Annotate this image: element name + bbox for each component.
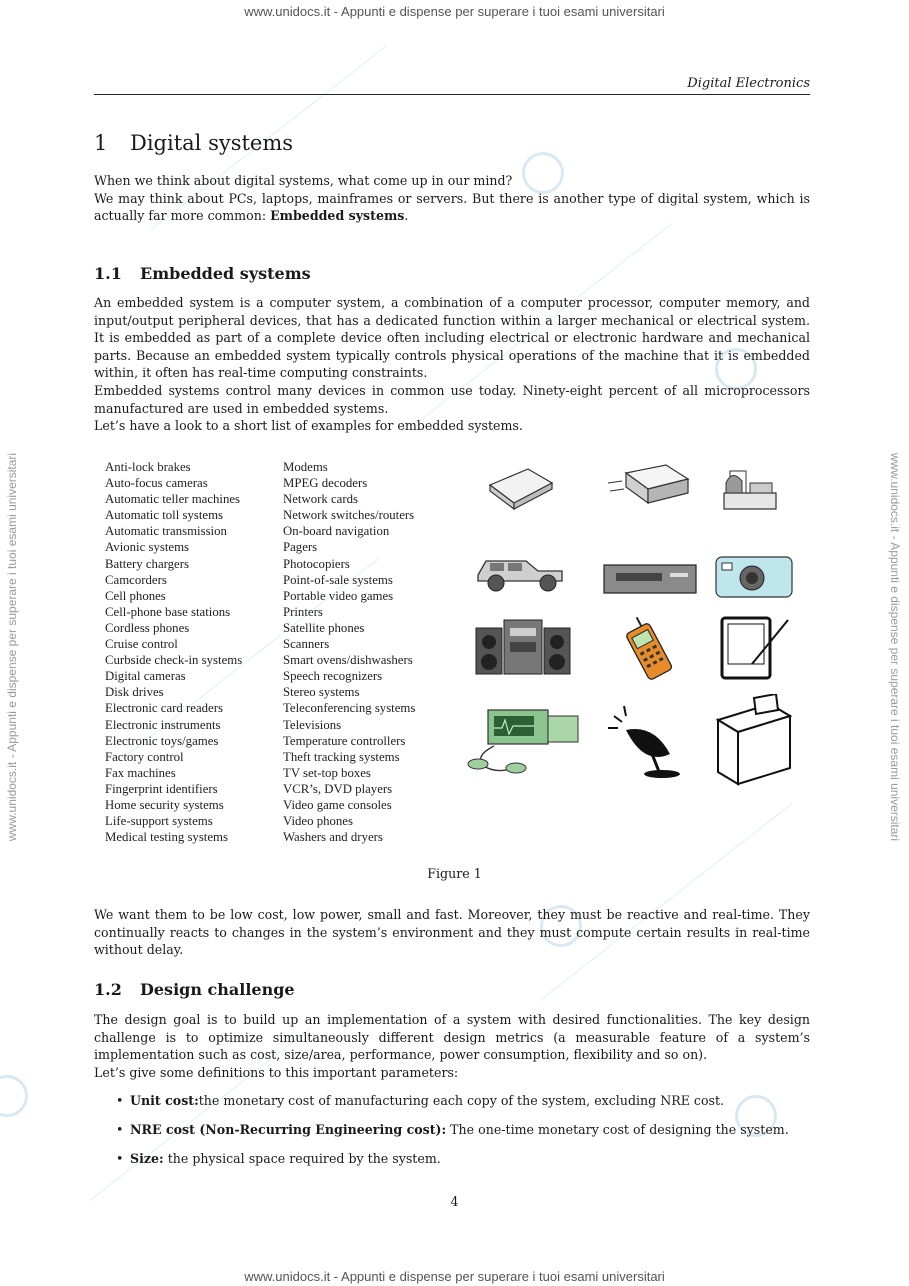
list-item: Disk drives <box>105 685 164 700</box>
watermark-top: www.unidocs.it - Appunti e dispense per superare i tuoi esami universitari <box>244 4 665 19</box>
list-item: Video game consoles <box>283 797 392 812</box>
intro-period: . <box>404 208 409 224</box>
running-head: Digital Electronics <box>94 76 810 95</box>
washing-machine-icon <box>714 694 794 790</box>
list-item: Smart ovens/dishwashers <box>283 653 413 668</box>
modem-icon <box>486 463 556 513</box>
watermark-left: www.unidocs.it - Appunti e dispense per superare i tuoi esami universitari <box>5 452 19 842</box>
list-item: Anti-lock brakes <box>105 460 191 474</box>
examples-column-2 <box>283 459 415 845</box>
fax-machine-icon <box>720 463 780 517</box>
bullet-text: the monetary cost of manufacturing each copy of the system, excluding NRE cost. <box>198 1093 725 1108</box>
list-item: Televisions <box>283 717 342 732</box>
section-number: 1 <box>94 131 108 155</box>
list-item: Electronic toys/games <box>105 733 219 748</box>
scanner-icon <box>606 463 692 509</box>
pda-icon <box>718 614 792 682</box>
section-title: Digital systems <box>130 131 294 155</box>
list-item: Automatic toll systems <box>105 508 224 523</box>
cell-phone-icon <box>618 615 682 681</box>
list-item: Digital cameras <box>105 669 186 684</box>
subsection-heading-2 <box>94 980 295 999</box>
subsection-number: 1.1 <box>94 264 122 283</box>
list-item: TV set-top boxes <box>283 765 371 780</box>
intro-line2: We may think about PCs, laptops, mainframes or servers. But there is another type of digital system, which is actually far more common: <box>94 190 810 224</box>
list-item: Automatic teller machines <box>105 492 241 507</box>
satellite-dish-icon <box>604 702 692 780</box>
intro-emphasis: Embedded systems <box>270 208 405 224</box>
embedded-text-2: Embedded systems control many devices in common use today. Ninety-eight percent of all microprocessors manufactured are used in embedded systems. <box>94 382 810 416</box>
section-heading <box>94 131 293 155</box>
list-item: Scanners <box>283 637 330 652</box>
stereo-system-icon <box>474 616 572 678</box>
design-paragraph <box>94 1011 810 1081</box>
watermark-line <box>540 803 793 1001</box>
list-item: MPEG decoders <box>283 476 368 491</box>
bullet-icon: • <box>116 1122 124 1137</box>
list-item <box>116 1122 789 1137</box>
vcr-icon <box>602 557 698 599</box>
list-item: Portable video games <box>283 588 394 603</box>
bullet-term: Unit cost: <box>130 1093 199 1108</box>
intro-paragraph <box>94 172 810 225</box>
list-item: Cell phones <box>105 588 166 603</box>
embedded-text-3: Let’s have a look to a short list of examples for embedded systems. <box>94 418 523 434</box>
list-item: Pagers <box>283 540 318 555</box>
watermark-right: www.unidocs.it - Appunti e dispense per superare i tuoi esami universitari <box>888 452 902 842</box>
list-item: Avionic systems <box>105 540 190 555</box>
list-item: Teleconferencing systems <box>283 701 416 716</box>
list-item: Temperature controllers <box>283 733 406 748</box>
list-item: Cruise control <box>105 637 178 652</box>
list-item: Stereo systems <box>283 685 360 700</box>
subsection-heading-1 <box>94 264 311 283</box>
list-item: Video phones <box>283 814 353 829</box>
medical-monitor-icon <box>464 706 582 774</box>
bullet-text: The one-time monetary cost of designing the system. <box>446 1122 789 1137</box>
embedded-text-1: An embedded system is a computer system, a combination of a computer processor, computer memory, and input/output peripheral devices, that has a dedicated function within a larger mechanical or electrical system. It is embedded as part of a complete device often including electrical or electronic hardware and mechanical parts. Because an embedded system typically controls physical operations of the machine that it is embedded within, it often has real-time computing constraints. <box>94 295 810 381</box>
list-item: On-board navigation <box>283 524 390 539</box>
list-item: Auto-focus cameras <box>105 476 208 491</box>
list-item: Point-of-sale systems <box>283 572 393 587</box>
list-item: Photocopiers <box>283 556 350 571</box>
watermark-bottom: www.unidocs.it - Appunti e dispense per superare i tuoi esami universitari <box>244 1269 665 1284</box>
list-item: Life-support systems <box>105 814 213 829</box>
list-item: Cordless phones <box>105 620 190 635</box>
bullet-icon: • <box>116 1093 124 1108</box>
bullet-term: Size: <box>130 1151 164 1166</box>
design-text-2: Let’s give some definitions to this important parameters: <box>94 1064 459 1080</box>
list-item: Electronic instruments <box>105 717 221 732</box>
list-item <box>116 1093 724 1108</box>
list-item: Network cards <box>283 492 358 507</box>
embedded-paragraph <box>94 294 810 435</box>
list-item: Printers <box>283 604 323 619</box>
subsection-number: 1.2 <box>94 980 122 999</box>
digital-camera-icon <box>714 551 796 601</box>
list-item: Fingerprint identifiers <box>105 781 218 796</box>
intro-line1: When we think about digital systems, what come up in our mind? <box>94 173 513 188</box>
bullet-term: NRE cost (Non-Recurring Engineering cost): <box>130 1122 447 1137</box>
list-item: Automatic transmission <box>105 524 227 539</box>
unidocs-logo-icon <box>0 1075 28 1117</box>
list-item: Fax machines <box>105 765 176 780</box>
list-item: Home security systems <box>105 797 224 812</box>
after-figure-paragraph: We want them to be low cost, low power, small and fast. Moreover, they must be reactive and real-time. They continually reacts to changes in the system’s environment and they must compute certain results in real-time without delay. <box>94 907 810 958</box>
list-item: Theft tracking systems <box>283 749 400 764</box>
list-item: VCR’s, DVD players <box>283 781 393 796</box>
list-item <box>116 1151 441 1166</box>
subsection-title: Embedded systems <box>140 264 311 283</box>
list-item: Curbside check-in systems <box>105 653 243 668</box>
list-item: Factory control <box>105 749 184 764</box>
list-item: Speech recognizers <box>283 669 383 684</box>
suv-car-icon <box>472 545 570 595</box>
list-item: Washers and dryers <box>283 830 383 845</box>
list-item: Modems <box>283 460 328 474</box>
list-item: Satellite phones <box>283 620 365 635</box>
design-text-1: The design goal is to build up an implementation of a system with desired functionalities. The key design challenge is to optimize simultaneously different design metrics (a measurable feature of a system’s implementation such as cost, size/area, performance, power consumption, flexibility and so on). <box>94 1012 810 1063</box>
bullet-icon: • <box>116 1151 124 1166</box>
subsection-title: Design challenge <box>140 980 295 999</box>
list-item: Electronic card readers <box>105 701 223 716</box>
bullet-text: the physical space required by the system. <box>163 1151 441 1166</box>
list-item: Camcorders <box>105 572 167 587</box>
list-item: Cell-phone base stations <box>105 604 231 619</box>
examples-column-1 <box>105 459 242 845</box>
page-number: 4 <box>450 1194 459 1209</box>
list-item: Medical testing systems <box>105 830 228 845</box>
figure-caption: Figure 1 <box>427 866 482 881</box>
list-item: Network switches/routers <box>283 508 415 523</box>
list-item: Battery chargers <box>105 556 189 571</box>
